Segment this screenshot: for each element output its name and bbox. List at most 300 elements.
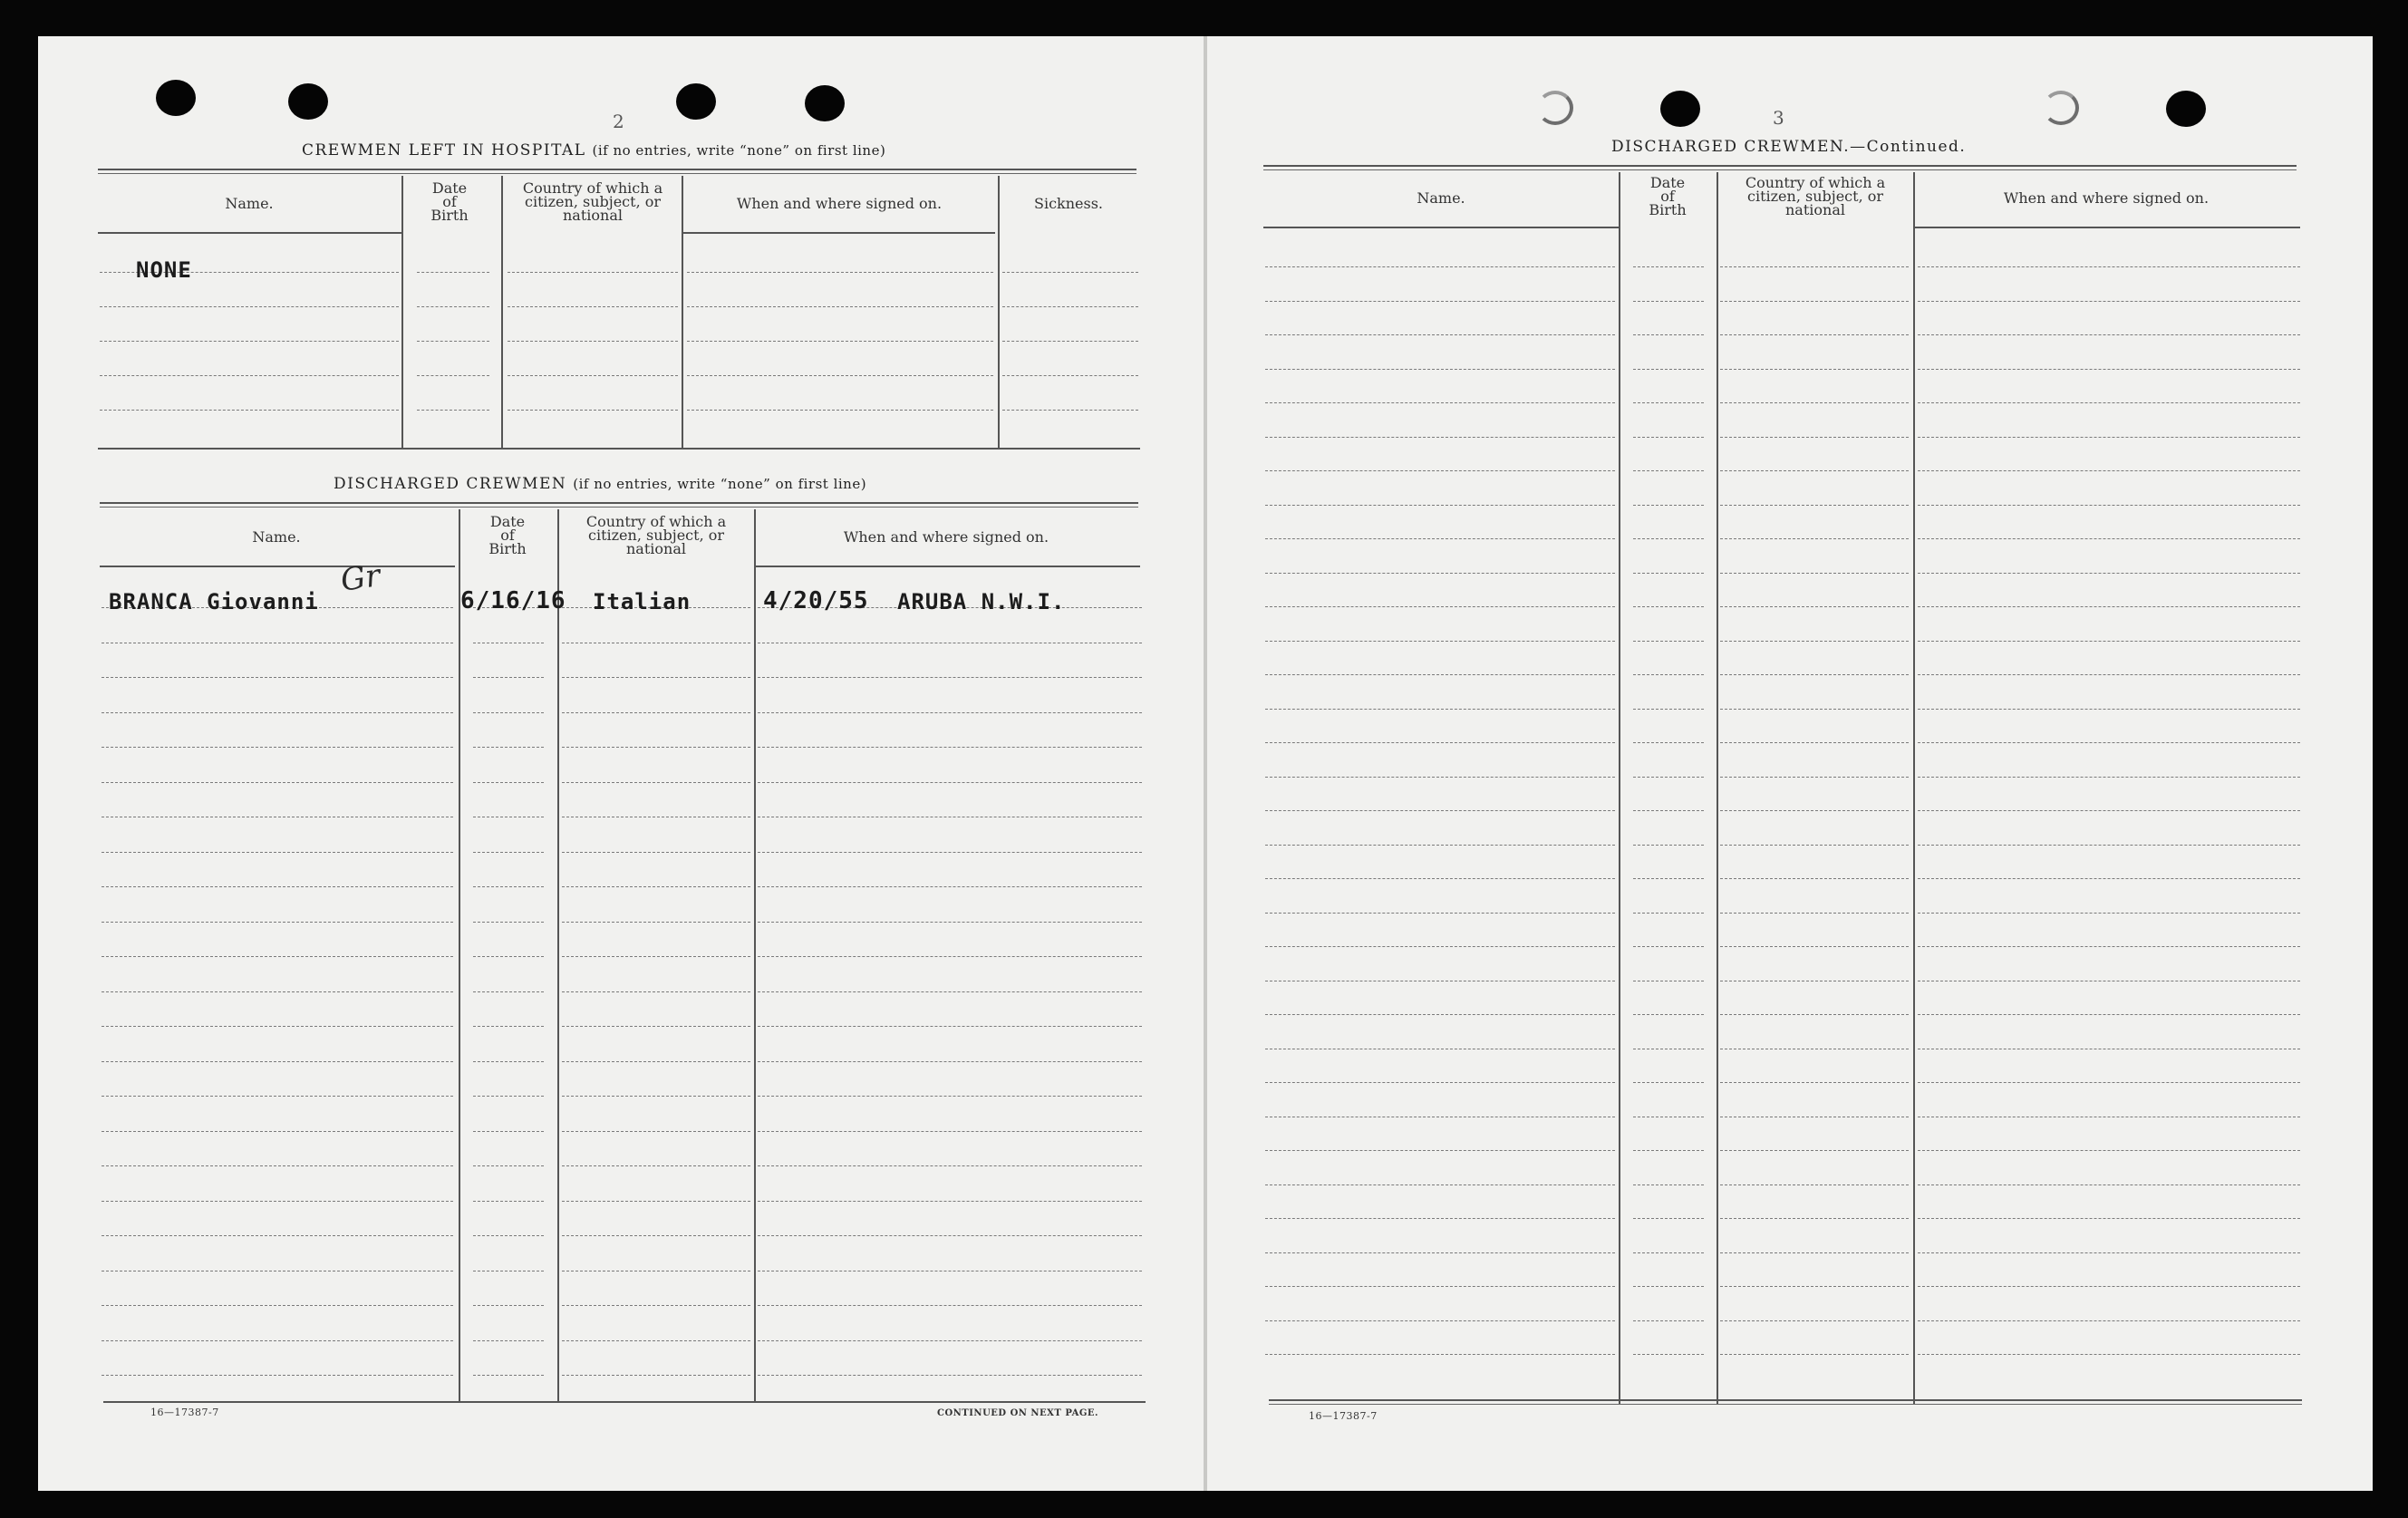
ruled-line (102, 956, 453, 957)
ruled-line (102, 677, 453, 678)
ruled-line (102, 1096, 453, 1097)
punch-hole (1660, 91, 1700, 127)
ruled-line (100, 375, 399, 376)
dob-line: Date (431, 179, 468, 197)
ruled-line (1265, 1320, 1615, 1321)
column-divider (401, 176, 403, 448)
ruled-line (562, 956, 750, 957)
ruled-line (1918, 1218, 2300, 1219)
column-divider (1717, 172, 1718, 1405)
column-divider (682, 176, 683, 448)
punch-hole (2166, 91, 2206, 127)
ruled-line (473, 782, 544, 783)
ruled-line (1918, 301, 2300, 302)
country-line: Country of which a (585, 513, 727, 530)
ruled-line (1720, 1252, 1909, 1253)
ruled-line (1265, 1286, 1615, 1287)
hospital-bottom-rule (98, 448, 1140, 450)
ruled-line (758, 747, 1142, 748)
discharged-bottom-rule (103, 1401, 1146, 1403)
ruled-line (1720, 913, 1909, 914)
ruled-line (1633, 505, 1704, 506)
dob-line: of (500, 527, 515, 544)
ruled-line (1265, 878, 1615, 879)
ruled-line (1720, 1320, 1909, 1321)
ruled-line (758, 712, 1142, 713)
ruled-line (473, 1165, 544, 1166)
ruled-line (758, 1061, 1142, 1062)
ruled-line (1720, 437, 1909, 438)
right-col-signed: When and where signed on. (2003, 189, 2210, 207)
column-divider (1913, 172, 1915, 1405)
ruled-line (1265, 470, 1615, 471)
ruled-line (1265, 845, 1615, 846)
hospital-col-sickness: Sickness. (1033, 195, 1103, 212)
column-divider (754, 509, 756, 1401)
ruled-line (1265, 913, 1615, 914)
ruled-line (1918, 1184, 2300, 1185)
page-number: 2 (613, 111, 624, 132)
ruled-line (758, 1340, 1142, 1341)
ruled-line (1633, 1286, 1704, 1287)
ruled-line (758, 1375, 1142, 1376)
ruled-line (1720, 606, 1909, 607)
ruled-line (102, 886, 453, 887)
ruled-line (1633, 266, 1704, 267)
country-line: national (626, 540, 686, 557)
ruled-line (1720, 878, 1909, 879)
dob-line: Birth (488, 540, 527, 557)
hospital-title-text: CREWMEN LEFT IN HOSPITAL (302, 141, 586, 160)
right-col-dob (1622, 176, 1713, 217)
ruled-line (562, 1340, 750, 1341)
ruled-line (1918, 402, 2300, 403)
ruled-line (508, 306, 678, 307)
ruled-line (758, 1235, 1142, 1236)
ruled-line (1633, 1082, 1704, 1083)
column-divider (998, 176, 1000, 448)
ruled-line (1265, 641, 1615, 642)
hospital-top-rule (98, 169, 1136, 174)
ruled-line (1633, 1014, 1704, 1015)
discharged-col-dob (460, 515, 555, 556)
ruled-line (1002, 410, 1138, 411)
ruled-line (1633, 437, 1704, 438)
ruled-line (1720, 777, 1909, 778)
ruled-line (102, 1235, 453, 1236)
ruled-line (102, 1131, 453, 1132)
discharged-instruction: (if no entries, write “none” on first line) (573, 476, 867, 492)
ruled-line (473, 956, 544, 957)
right-top-rule (1263, 165, 2297, 170)
ruled-line (102, 922, 453, 923)
right-page (1207, 36, 2373, 1491)
column-divider (501, 176, 503, 448)
ruled-line (1265, 742, 1615, 743)
ruled-line (1918, 1252, 2300, 1253)
ruled-line (562, 1061, 750, 1062)
ruled-line (508, 341, 678, 342)
ruled-line (1633, 369, 1704, 370)
ruled-line (1918, 1320, 2300, 1321)
ruled-line (758, 1165, 1142, 1166)
ruled-line (1265, 1082, 1615, 1083)
ruled-line (1720, 674, 1909, 675)
ruled-line (1633, 301, 1704, 302)
ruled-line (100, 306, 399, 307)
ruled-line (1265, 538, 1615, 539)
ruled-line (473, 1061, 544, 1062)
ruled-line (1265, 1184, 1615, 1185)
hospital-col-name: Name. (225, 195, 274, 212)
ruled-line (687, 306, 993, 307)
ruled-line (687, 341, 993, 342)
ruled-line (1633, 878, 1704, 879)
ruled-line (1720, 369, 1909, 370)
hospital-col-dob (404, 181, 495, 222)
ruled-line (508, 375, 678, 376)
ruled-line (687, 375, 993, 376)
punch-hole (2043, 91, 2079, 125)
ruled-line (1265, 1252, 1615, 1253)
ruled-line (562, 1201, 750, 1202)
ruled-line (1918, 777, 2300, 778)
ruled-line (1633, 709, 1704, 710)
ruled-line (562, 677, 750, 678)
ruled-line (1918, 913, 2300, 914)
country-line: national (563, 207, 623, 224)
ruled-line (1002, 306, 1138, 307)
ruled-line (562, 1305, 750, 1306)
hospital-instruction: (if no entries, write “none” on first line) (592, 142, 886, 159)
ruled-line (1002, 272, 1138, 273)
ruled-line (1633, 742, 1704, 743)
ruled-line (1918, 674, 2300, 675)
ruled-line (102, 852, 453, 853)
right-col-country (1718, 176, 1912, 217)
ruled-line (473, 1305, 544, 1306)
ruled-line (1720, 266, 1909, 267)
ruled-line (1918, 641, 2300, 642)
ruled-line (1720, 1184, 1909, 1185)
ruled-line (562, 922, 750, 923)
dob-line: of (1660, 188, 1675, 205)
ruled-line (102, 712, 453, 713)
ruled-line (417, 306, 489, 307)
punch-hole (288, 83, 328, 120)
ruled-line (1265, 810, 1615, 811)
ruled-line (1633, 777, 1704, 778)
right-col-name: Name. (1417, 189, 1465, 207)
ruled-line (1720, 1150, 1909, 1151)
ruled-line (562, 747, 750, 748)
hospital-col-country (504, 181, 682, 222)
right-bottom-rule (1269, 1399, 2302, 1405)
ruled-line (1633, 402, 1704, 403)
ruled-line (1265, 777, 1615, 778)
ruled-line (1633, 845, 1704, 846)
ruled-line (1720, 1286, 1909, 1287)
ruled-line (687, 410, 993, 411)
ruled-line (473, 712, 544, 713)
ruled-line (1265, 505, 1615, 506)
ruled-line (1633, 334, 1704, 335)
ruled-line (1633, 641, 1704, 642)
ruled-line (562, 1375, 750, 1376)
ruled-line (1918, 878, 2300, 879)
dob-line: Birth (430, 207, 469, 224)
ruled-line (102, 1375, 453, 1376)
ruled-line (1918, 369, 2300, 370)
form-number: 16—17387-7 (1309, 1410, 1378, 1422)
ruled-line (1720, 1014, 1909, 1015)
punch-hole (676, 83, 716, 120)
ruled-line (1265, 437, 1615, 438)
ruled-line (1918, 266, 2300, 267)
hospital-entry-name: NONE (136, 257, 192, 283)
ruled-line (1265, 709, 1615, 710)
ruled-line (1265, 301, 1615, 302)
ruled-line (1720, 334, 1909, 335)
ruled-line (1265, 1354, 1615, 1355)
ruled-line (1720, 742, 1909, 743)
ruled-line (1918, 1150, 2300, 1151)
left-page (38, 36, 1204, 1491)
ruled-line (562, 1096, 750, 1097)
ruled-line (562, 1165, 750, 1166)
ruled-line (1633, 913, 1704, 914)
punch-hole (805, 85, 845, 121)
ruled-line (1918, 334, 2300, 335)
ruled-line (562, 1131, 750, 1132)
ruled-line (562, 782, 750, 783)
country-line: national (1785, 201, 1845, 218)
ruled-line (1720, 709, 1909, 710)
ruled-line (1918, 810, 2300, 811)
ruled-line (100, 410, 399, 411)
ruled-line (1633, 606, 1704, 607)
ruled-line (1918, 1082, 2300, 1083)
ruled-line (473, 1026, 544, 1027)
ruled-line (1918, 1354, 2300, 1355)
ruled-line (417, 375, 489, 376)
ruled-line (102, 991, 453, 992)
ruled-line (562, 886, 750, 887)
ruled-line (1720, 402, 1909, 403)
ruled-line (562, 1235, 750, 1236)
country-line: citizen, subject, or (1746, 188, 1884, 205)
ruled-line (1265, 402, 1615, 403)
country-line: Country of which a (1745, 174, 1886, 191)
ruled-line (1720, 641, 1909, 642)
ruled-line (1720, 573, 1909, 574)
ruled-line (1720, 470, 1909, 471)
ruled-line (1720, 845, 1909, 846)
ruled-line (473, 1375, 544, 1376)
ruled-line (1918, 1286, 2300, 1287)
discharged-header-rule (754, 566, 1140, 567)
ruled-line (1633, 573, 1704, 574)
discharged-row-signed-place: ARUBA N.W.I. (897, 589, 1066, 614)
ruled-line (758, 1305, 1142, 1306)
ruled-line (1918, 1014, 2300, 1015)
country-line: citizen, subject, or (524, 193, 662, 210)
ruled-line (1633, 470, 1704, 471)
dob-line: Date (1649, 174, 1686, 191)
ruled-line (1265, 606, 1615, 607)
ruled-line (1002, 375, 1138, 376)
discharged-section-title (334, 475, 866, 493)
ruled-line (758, 1026, 1142, 1027)
punch-hole (156, 80, 196, 116)
country-line: Country of which a (522, 179, 663, 197)
ruled-line (473, 1201, 544, 1202)
right-section-title: DISCHARGED CREWMEN.—Continued. (1611, 138, 1967, 156)
ruled-line (758, 922, 1142, 923)
ruled-line (1265, 266, 1615, 267)
discharged-row-name: BRANCA Giovanni (109, 589, 319, 614)
ruled-line (1633, 538, 1704, 539)
handwritten-initials: Gr (338, 557, 382, 599)
hospital-section-title (302, 141, 885, 160)
dob-line: Date (489, 513, 526, 530)
ruled-line (1265, 1218, 1615, 1219)
dob-line: Birth (1649, 201, 1687, 218)
ruled-line (758, 1096, 1142, 1097)
discharged-title-text: DISCHARGED CREWMEN (334, 475, 567, 493)
country-line: citizen, subject, or (587, 527, 725, 544)
ruled-line (758, 782, 1142, 783)
ruled-line (102, 782, 453, 783)
dob-line: of (442, 193, 457, 210)
ruled-line (417, 410, 489, 411)
ruled-line (1633, 1218, 1704, 1219)
continued-note: CONTINUED ON NEXT PAGE. (937, 1408, 1099, 1418)
ruled-line (473, 1235, 544, 1236)
ruled-line (1720, 1354, 1909, 1355)
ruled-line (473, 677, 544, 678)
punch-hole (1537, 91, 1573, 125)
ruled-line (417, 272, 489, 273)
ruled-line (1918, 946, 2300, 947)
hospital-col-signed: When and where signed on. (736, 195, 943, 212)
column-divider (557, 509, 559, 1401)
discharged-col-signed: When and where signed on. (843, 528, 1049, 546)
ruled-line (1918, 709, 2300, 710)
discharged-col-name: Name. (252, 528, 301, 546)
ruled-line (508, 410, 678, 411)
ruled-line (1265, 1014, 1615, 1015)
ruled-line (1918, 573, 2300, 574)
ruled-line (758, 677, 1142, 678)
ruled-line (1720, 810, 1909, 811)
discharged-top-rule (100, 502, 1138, 508)
ruled-line (1265, 369, 1615, 370)
ruled-line (508, 272, 678, 273)
ruled-line (1633, 1354, 1704, 1355)
ruled-line (1002, 341, 1138, 342)
ruled-line (1918, 845, 2300, 846)
right-header-rule (1263, 227, 1619, 228)
right-header-rule (1914, 227, 2300, 228)
ruled-line (562, 991, 750, 992)
ruled-line (758, 852, 1142, 853)
ruled-line (1265, 946, 1615, 947)
ruled-line (1633, 946, 1704, 947)
ruled-line (473, 886, 544, 887)
ruled-line (758, 886, 1142, 887)
ruled-line (417, 341, 489, 342)
ruled-line (102, 1305, 453, 1306)
ruled-line (1918, 505, 2300, 506)
ruled-line (1720, 301, 1909, 302)
discharged-col-country (560, 515, 752, 556)
ruled-line (473, 747, 544, 748)
ruled-line (102, 1026, 453, 1027)
hospital-header-rule (682, 232, 995, 234)
ruled-line (1633, 1150, 1704, 1151)
ruled-line (758, 1201, 1142, 1202)
ruled-line (102, 747, 453, 748)
column-divider (1619, 172, 1620, 1405)
page-number: 3 (1773, 107, 1784, 129)
ruled-line (1265, 674, 1615, 675)
ruled-line (1633, 810, 1704, 811)
ruled-line (1633, 1252, 1704, 1253)
hospital-header-rule (98, 232, 402, 234)
ruled-line (1633, 674, 1704, 675)
ruled-line (1265, 1150, 1615, 1151)
ruled-line (758, 991, 1142, 992)
ruled-line (1918, 470, 2300, 471)
ruled-line (1720, 946, 1909, 947)
ruled-line (1918, 437, 2300, 438)
ruled-line (473, 991, 544, 992)
ruled-line (1918, 742, 2300, 743)
ruled-line (562, 1026, 750, 1027)
ruled-line (562, 712, 750, 713)
discharged-header-rule (100, 566, 455, 567)
ruled-line (1265, 573, 1615, 574)
ruled-line (100, 341, 399, 342)
ruled-line (102, 1061, 453, 1062)
ruled-line (1720, 1082, 1909, 1083)
ruled-line (1720, 538, 1909, 539)
ruled-line (1918, 606, 2300, 607)
ruled-line (1265, 334, 1615, 335)
ruled-line (1720, 505, 1909, 506)
ruled-line (473, 1131, 544, 1132)
discharged-row-country: Italian (593, 589, 691, 614)
column-divider (459, 509, 460, 1401)
ruled-line (473, 1096, 544, 1097)
ruled-line (687, 272, 993, 273)
ruled-line (102, 1165, 453, 1166)
ruled-line (102, 1201, 453, 1202)
ruled-line (758, 956, 1142, 957)
form-number: 16—17387-7 (150, 1407, 219, 1418)
ruled-line (1720, 1218, 1909, 1219)
ruled-line (562, 852, 750, 853)
ruled-line (1633, 1184, 1704, 1185)
discharged-row-signed-date: 4/20/55 (763, 587, 869, 614)
ruled-line (1633, 1320, 1704, 1321)
discharged-row-dob: 6/16/16 (460, 587, 566, 614)
ruled-line (473, 922, 544, 923)
ruled-line (102, 1340, 453, 1341)
ruled-line (473, 852, 544, 853)
ruled-line (1918, 538, 2300, 539)
